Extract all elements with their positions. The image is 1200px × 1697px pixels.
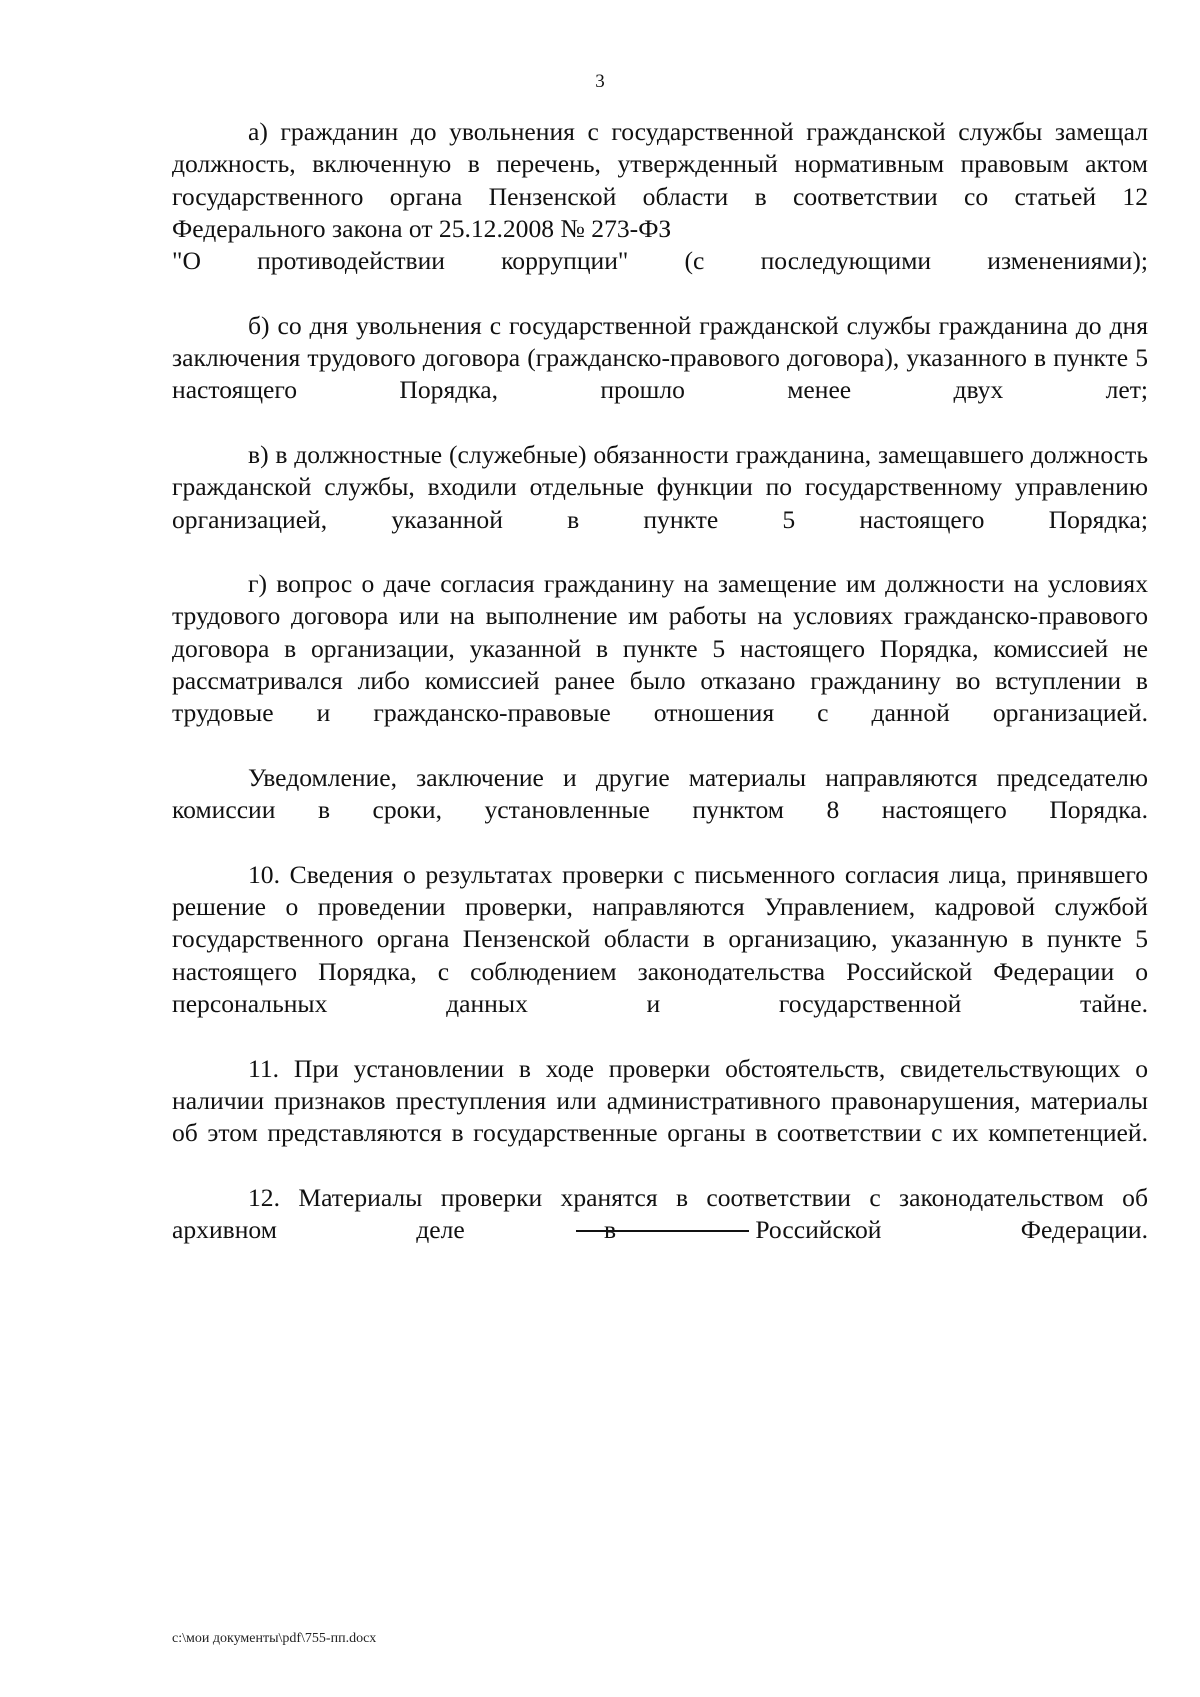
document-body [172,116,1148,1279]
paragraph-10: 10. Сведения о результатах проверки с письменного согласия лица, принявшего решение о проведении проверки, направляются Управлением, кадровой службой государственного органа Пензенской области в организацию, указанную в пункте 5 настоящего Порядка, с соблюдением законодательства Российской Федерации о персональных данных и государственной тайне. [172,859,1148,1019]
paragraph-12: 12. Материалы проверки хранятся в соответствии с законодательством об архивном деле в Российской Федерации. [172,1182,1148,1245]
paragraph-11: 11. При установлении в ходе проверки обстоятельств, свидетельствующих о наличии признаков преступления или административного правонарушения, материалы об этом представляются в государственные органы в соответствии с их компетенцией. [172,1053,1148,1148]
paragraph-notification: Уведомление, заключение и другие материалы направляются председателю комиссии в сроки, установленные пунктом 8 настоящего Порядка. [172,762,1148,825]
paragraph-a: а) гражданин до увольнения с государственной гражданской службы замещал должность, включенную в перечень, утвержденный нормативным правовым актом государственного органа Пензенской области в соответствии со статьей 12 Федерального закона от 25.12.2008 № 273-ФЗ "О противодействии коррупции" (с последующими изменениями); [172,117,1148,276]
paragraph-b: б) со дня увольнения с государственной гражданской службы гражданина до дня заключения трудового договора (гражданско-правового договора), указанного в пункте 5 настоящего Порядка, прошло менее двух лет; [172,310,1148,405]
paragraph-v: в) в должностные (служебные) обязанности гражданина, замещавшего должность гражданской службы, входили отдельные функции по государственному управлению организацией, указанной в пункте 5 настоящего Порядка; [172,439,1148,534]
end-separator-line [576,1230,749,1232]
footer-file-path: с:\мои документы\pdf\755-пп.docx [172,1631,377,1646]
page-number: 3 [595,71,605,92]
paragraph-g: г) вопрос о даче согласия гражданину на замещение им должности на условиях трудового договора или на выполнение им работы на условиях гражданско-правового договора в организации, указанной в пункте 5 настоящего Порядка, комиссией не рассматривался либо комиссией ранее было отказано гражданину во вступлении в трудовые и гражданско-правовые отношения с данной организацией. [172,569,1148,728]
